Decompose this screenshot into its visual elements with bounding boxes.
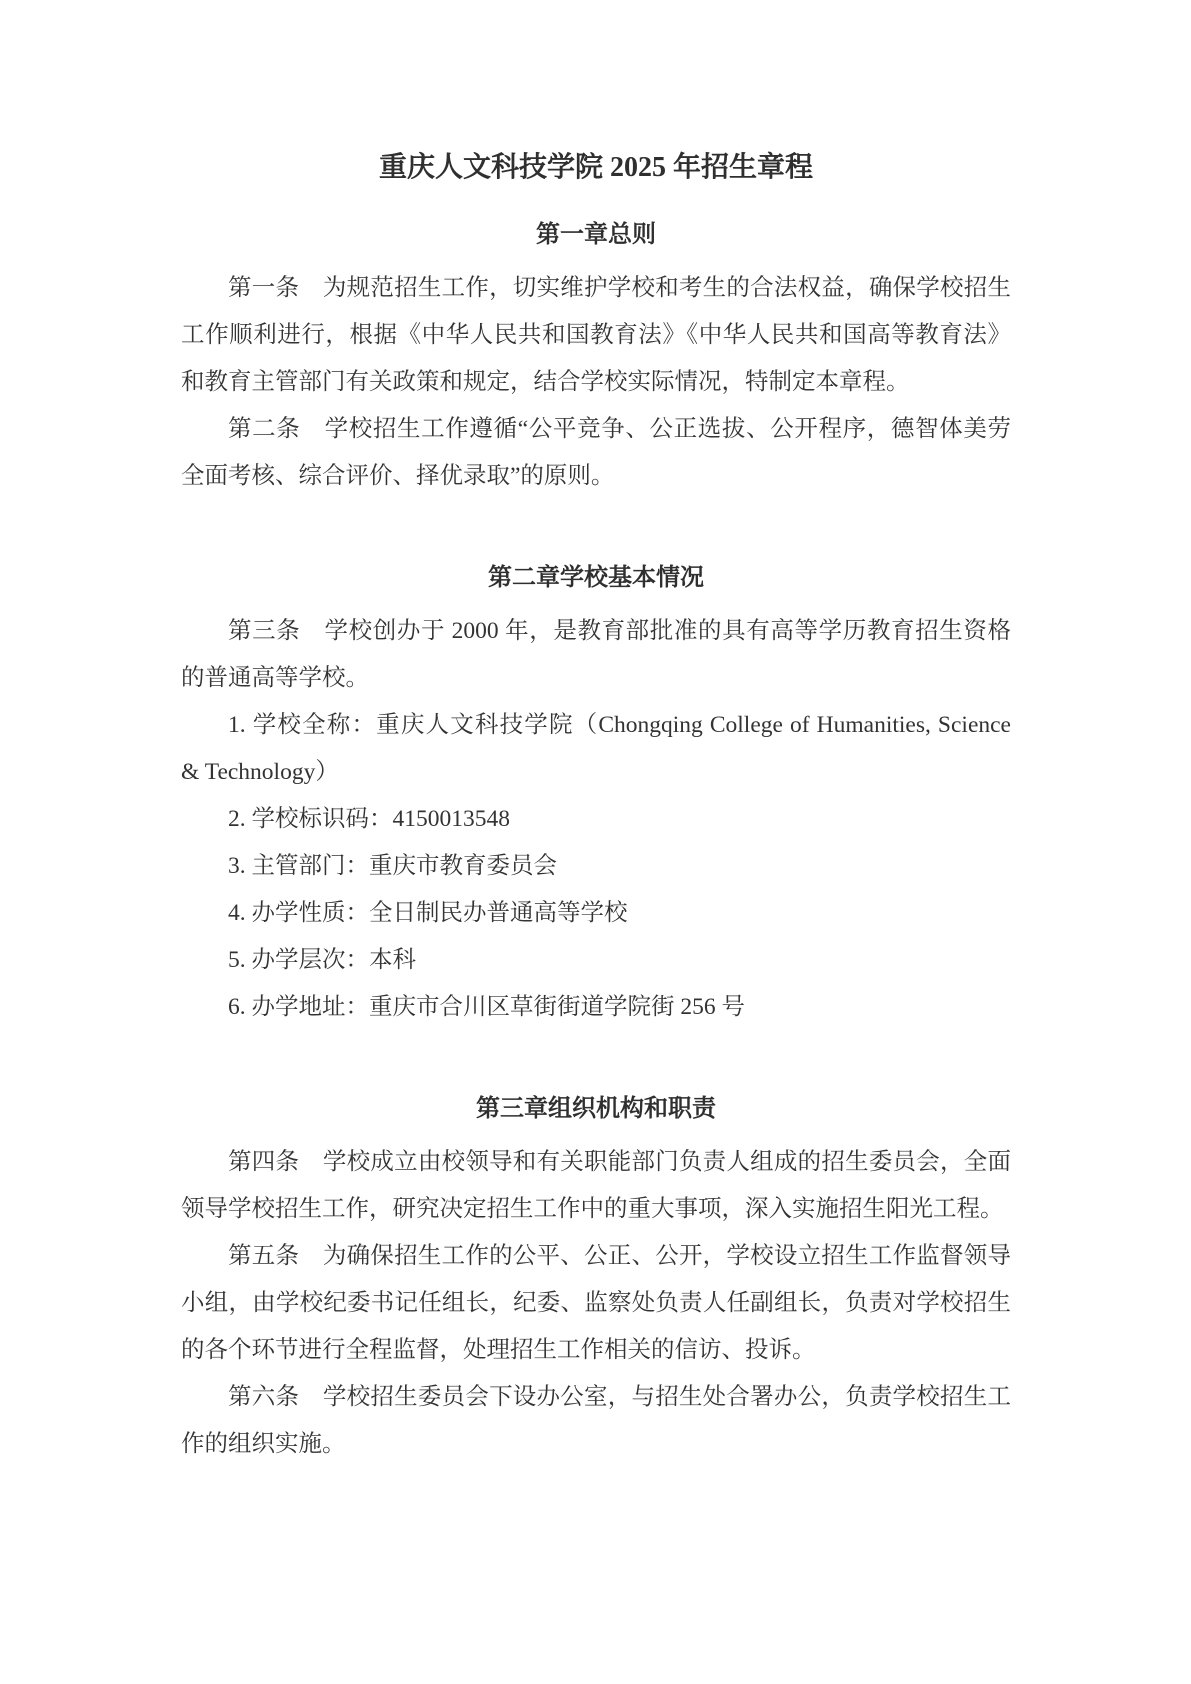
article-3-paragraph: 第三条 学校创办于 2000 年，是教育部批准的具有高等学历教育招生资格的普通高等学校。 xyxy=(181,618,1011,691)
chapter-1-heading: 第一章总则 xyxy=(536,222,656,248)
chapter-school-basic-info xyxy=(181,555,1011,1031)
supervising-department-item: 3. 主管部门：重庆市教育委员会 xyxy=(228,853,557,879)
article-1-paragraph: 第一条 为规范招生工作，切实维护学校和考生的合法权益，确保学校招生工作顺利进行，根据《中华人民共和国教育法》《中华人民共和国高等教育法》和教育主管部门有关政策和规定，结合学校实际情况，特制定本章程。 xyxy=(181,275,1011,395)
chapter-3-heading: 第三章组织机构和职责 xyxy=(476,1096,716,1122)
school-full-name-item: 1. 学校全称：重庆人文科技学院（Chongqing College of Humanities, Science & Technology） xyxy=(181,712,1011,785)
article-4-paragraph: 第四条 学校成立由校领导和有关职能部门负责人组成的招生委员会，全面领导学校招生工作，研究决定招生工作中的重大事项，深入实施招生阳光工程。 xyxy=(181,1149,1011,1222)
school-address-item: 6. 办学地址：重庆市合川区草街街道学院街 256 号 xyxy=(228,994,745,1020)
document-title: 重庆人文科技学院 2025 年招生章程 xyxy=(378,152,813,183)
article-2-paragraph: 第二条 学校招生工作遵循“公平竞争、公正选拔、公开程序，德智体美劳全面考核、综合评价、择优录取”的原则。 xyxy=(181,416,1011,489)
school-id-code-item: 2. 学校标识码：4150013548 xyxy=(228,806,510,832)
chapter-general-provisions xyxy=(181,212,1011,500)
article-5-paragraph: 第五条 为确保招生工作的公平、公正、公开，学校设立招生工作监督领导小组，由学校纪委书记任组长，纪委、监察处负责人任副组长，负责对学校招生的各个环节进行全程监督，处理招生工作相关的信访、投诉。 xyxy=(181,1243,1011,1363)
school-nature-item: 4. 办学性质：全日制民办普通高等学校 xyxy=(228,900,628,926)
chapter-organization-duties xyxy=(181,1086,1011,1468)
education-level-item: 5. 办学层次：本科 xyxy=(228,947,416,973)
chapter-2-heading: 第二章学校基本情况 xyxy=(488,565,704,591)
article-6-paragraph: 第六条 学校招生委员会下设办公室，与招生处合署办公，负责学校招生工作的组织实施。 xyxy=(181,1384,1011,1457)
